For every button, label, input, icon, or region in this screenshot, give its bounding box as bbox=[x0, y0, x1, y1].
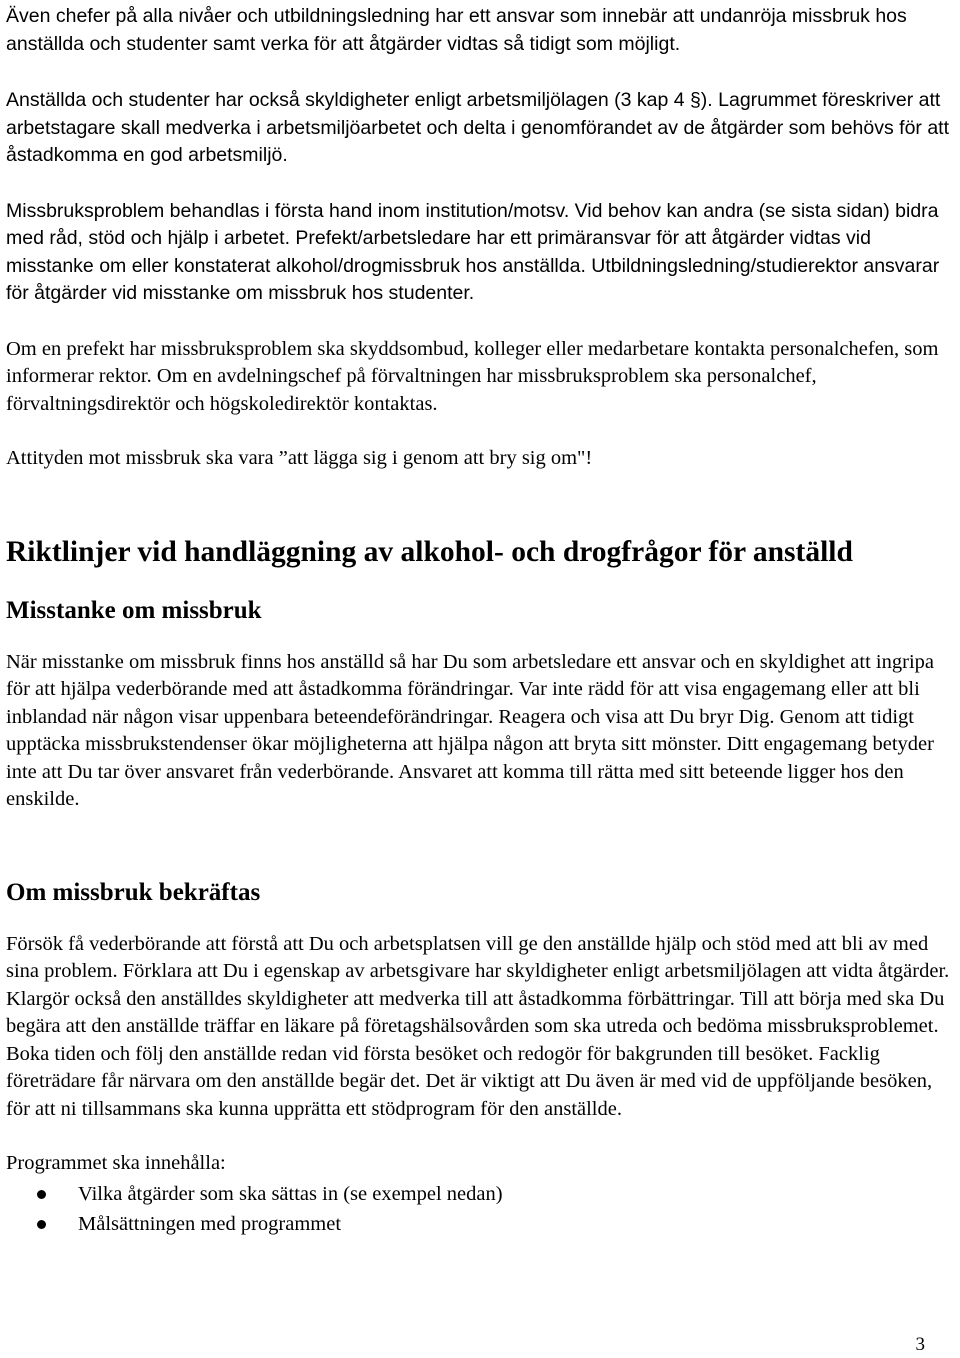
heading-confirmed: Om missbruk bekräftas bbox=[6, 878, 261, 906]
heading-suspicion: Misstanke om missbruk bbox=[6, 596, 262, 624]
list-item-label: Vilka åtgärder som ska sättas in (se exempel nedan) bbox=[78, 1182, 503, 1205]
list-item-label: Målsättningen med programmet bbox=[78, 1212, 342, 1235]
bullet-icon bbox=[37, 1190, 46, 1199]
document-page bbox=[6, 0, 954, 1239]
list-item bbox=[6, 1179, 954, 1209]
paragraph-confirmed: Försök få vederbörande att förstå att Du och arbetsplatsen vill ge den anställde hjälp och stöd med att bli av med sina problem. Förklara att Du i egenskap av arbetsgivare har skyldigheter enligt arbetsmiljölagen att vidta åtgärder. Klargör också den anställdes skyldigheter att medverka till att åstadkomma förbättringar. Till att börja med ska Du begära att den anställde träffar en läkare på företagshälsovården som ska utreda och bedöma missbruksproblemet. Boka tiden och följ den anställde redan vid första besöket och redogör för bakgrunden till besöket. Facklig företrädare får närvara om den anställde begär det. Det är viktigt att Du även är med vid de uppföljande besöken, för att ni tillsammans ska kunna upprätta ett stödprogram för den anställde. bbox=[6, 932, 950, 1120]
program-list bbox=[6, 1179, 954, 1239]
paragraph-escalation: Om en prefekt har missbruksproblem ska skyddsombud, kolleger eller medarbetare kontakta personalchefen, som informerar rektor. Om en avdelningschef på förvaltningen har missbruksproblem ska personalchef, förvaltningsdirektör och högskoledirektör kontaktas. bbox=[6, 337, 939, 415]
paragraph-attitude: Attityden mot missbruk ska vara ”att lägga sig i genom att bry sig om"! bbox=[6, 447, 593, 469]
bullet-icon bbox=[37, 1220, 46, 1229]
paragraph-suspicion: När misstanke om missbruk finns hos anställd så har Du som arbetsledare ett ansvar och en skyldighet att ingripa för att hjälpa vederbörande med att åstadkomma förändringar. Var inte rädd för att visa engagemang eller att bli inblandad när någon visar uppenbara beteendeförändringar. Reagera och visa att Du bryr Dig. Genom att tidigt upptäcka missbrukstendenser ökar möjligheterna att hjälpa någon att bryta sitt mönster. Ditt engagemang betyder inte att Du tar över ansvaret från vederbörande. Ansvaret att komma till rätta med sitt beteende ligger hos den enskilde. bbox=[6, 650, 934, 810]
paragraph-manager-responsibility: Även chefer på alla nivåer och utbildningsledning har ett ansvar som innebär att undanröja missbruk hos anställda och studenter samt verka för att åtgärder vidtas så tidigt som möjligt. bbox=[6, 5, 907, 55]
main-heading: Riktlinjer vid handläggning av alkohol- och drogfrågor för anställd bbox=[6, 535, 853, 568]
list-item bbox=[6, 1209, 954, 1239]
program-intro: Programmet ska innehålla: bbox=[6, 1152, 226, 1174]
paragraph-handling-responsibility: Missbruksproblem behandlas i första hand inom institution/motsv. Vid behov kan andra (se sista sidan) bidra med råd, stöd och hjälp i arbetet. Prefekt/arbetsledare har ett primäransvar för att åtgärder vidtas vid misstanke om eller konstaterat alkohol/drogmissbruk hos anställda. Utbildningsledning/studierektor ansvarar för åtgärder vid misstanke om missbruk hos studenter. bbox=[6, 199, 940, 304]
paragraph-employee-obligations: Anställda och studenter har också skyldigheter enligt arbetsmiljölagen (3 kap 4 §). Lagrummet föreskriver att arbetstagare skall medverka i arbetsmiljöarbetet och delta i genomförandet av de åtgärder som behövs för att åstadkomma en god arbetsmiljö. bbox=[6, 89, 950, 166]
page-number: 3 bbox=[915, 1334, 925, 1355]
